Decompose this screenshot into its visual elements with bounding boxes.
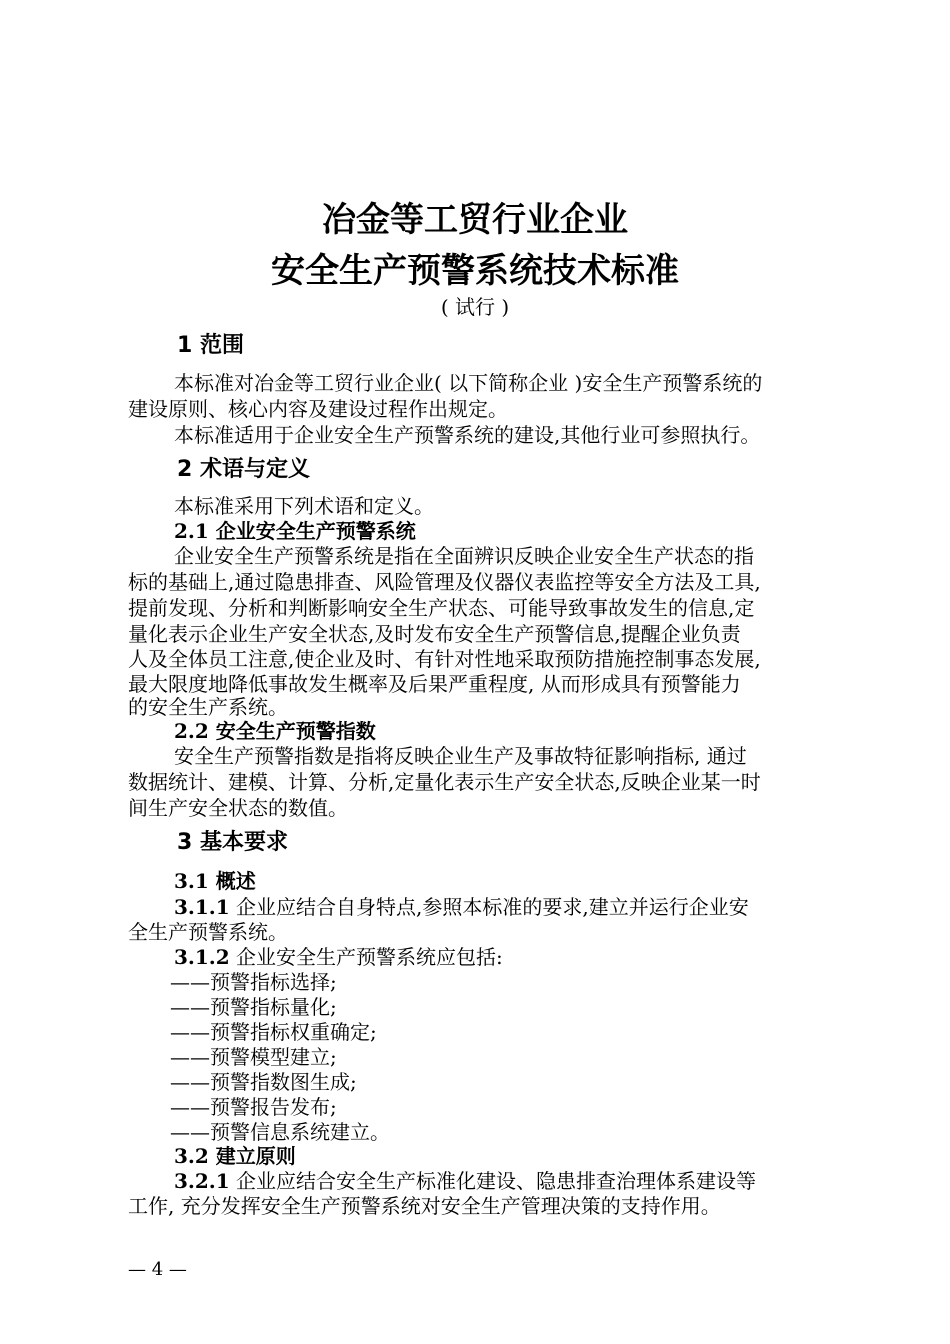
section-1-heading: 1 范围 <box>177 333 244 358</box>
document-title-line2: 安全生产预警系统技术标准 <box>271 251 679 291</box>
list-item: ——预警指标权重确定; <box>170 1020 377 1044</box>
subsection-3-1-heading: 3.1 概述 <box>174 869 256 893</box>
subsection-3-2-heading: 3.2 建立原则 <box>174 1144 296 1168</box>
subsection-2-1-text: 人及全体员工注意,使企业及时、有针对性地采取预防措施控制事态发展, <box>128 647 761 671</box>
subsection-2-1-text: 标的基础上,通过隐患排查、风险管理及仪器仪表监控等安全方法及工具, <box>128 570 761 594</box>
clause-text: 企业安全生产预警系统应包括: <box>229 945 503 969</box>
subsection-2-1-text: 提前发现、分析和判断影响安全生产状态、可能导致事故发生的信息,定 <box>128 596 755 620</box>
clause-number: 3.2.1 <box>174 1169 230 1193</box>
clause-3-1-2 <box>174 944 503 970</box>
subsection-2-1-text: 的安全生产系统。 <box>128 695 288 719</box>
section-2-heading: 2 术语与定义 <box>177 457 310 482</box>
document-title-line1: 冶金等工贸行业企业 <box>322 200 628 240</box>
subsection-2-2-text: 数据统计、建模、计算、分析,定量化表示生产安全状态,反映企业某一时 <box>128 770 761 794</box>
subsection-2-2-heading: 2.2 安全生产预警指数 <box>174 719 376 743</box>
subsection-2-1-heading: 2.1 企业安全生产预警系统 <box>174 519 416 543</box>
list-item: ——预警指标量化; <box>170 995 337 1019</box>
subsection-2-1-text: 企业安全生产预警系统是指在全面辨识反映企业安全生产状态的指 <box>174 544 754 568</box>
list-item: ——预警模型建立; <box>170 1045 337 1069</box>
clause-3-1-1-continued: 全生产预警系统。 <box>128 920 288 944</box>
section-2-intro: 本标准采用下列术语和定义。 <box>174 494 434 518</box>
section-1-paragraph: 本标准对冶金等工贸行业企业( 以下简称企业 )安全生产预警系统的 <box>174 371 763 395</box>
list-item: ——预警信息系统建立。 <box>170 1120 390 1144</box>
clause-text: 企业应结合安全生产标准化建设、隐患排查治理体系建设等 <box>229 1169 757 1193</box>
clause-3-1-1 <box>174 894 749 920</box>
clause-3-2-1-continued: 工作, 充分发挥安全生产预警系统对安全生产管理决策的支持作用。 <box>128 1194 721 1218</box>
section-1-paragraph: 建设原则、核心内容及建设过程作出规定。 <box>128 397 508 421</box>
subsection-2-2-text: 安全生产预警指数是指将反映企业生产及事故特征影响指标, 通过 <box>174 744 747 768</box>
list-item: ——预警指标选择; <box>170 970 337 994</box>
document-subtitle: ( 试行 ) <box>440 295 510 319</box>
subsection-2-1-text: 最大限度地降低事故发生概率及后果严重程度, 从而形成具有预警能力 <box>128 672 741 696</box>
clause-number: 3.1.1 <box>174 895 230 919</box>
list-item: ——预警指数图生成; <box>170 1070 357 1094</box>
subsection-2-1-text: 量化表示企业生产安全状态,及时发布安全生产预警信息,提醒企业负责 <box>128 622 741 646</box>
subsection-2-2-text: 间生产安全状态的数值。 <box>128 796 348 820</box>
clause-number: 3.1.2 <box>174 945 230 969</box>
section-1-paragraph: 本标准适用于企业安全生产预警系统的建设,其他行业可参照执行。 <box>174 423 761 447</box>
page-number: — 4 — <box>128 1259 187 1280</box>
clause-text: 企业应结合自身特点,参照本标准的要求,建立并运行企业安 <box>229 895 749 919</box>
list-item: ——预警报告发布; <box>170 1095 337 1119</box>
clause-3-2-1 <box>174 1168 756 1194</box>
section-3-heading: 3 基本要求 <box>177 830 288 855</box>
